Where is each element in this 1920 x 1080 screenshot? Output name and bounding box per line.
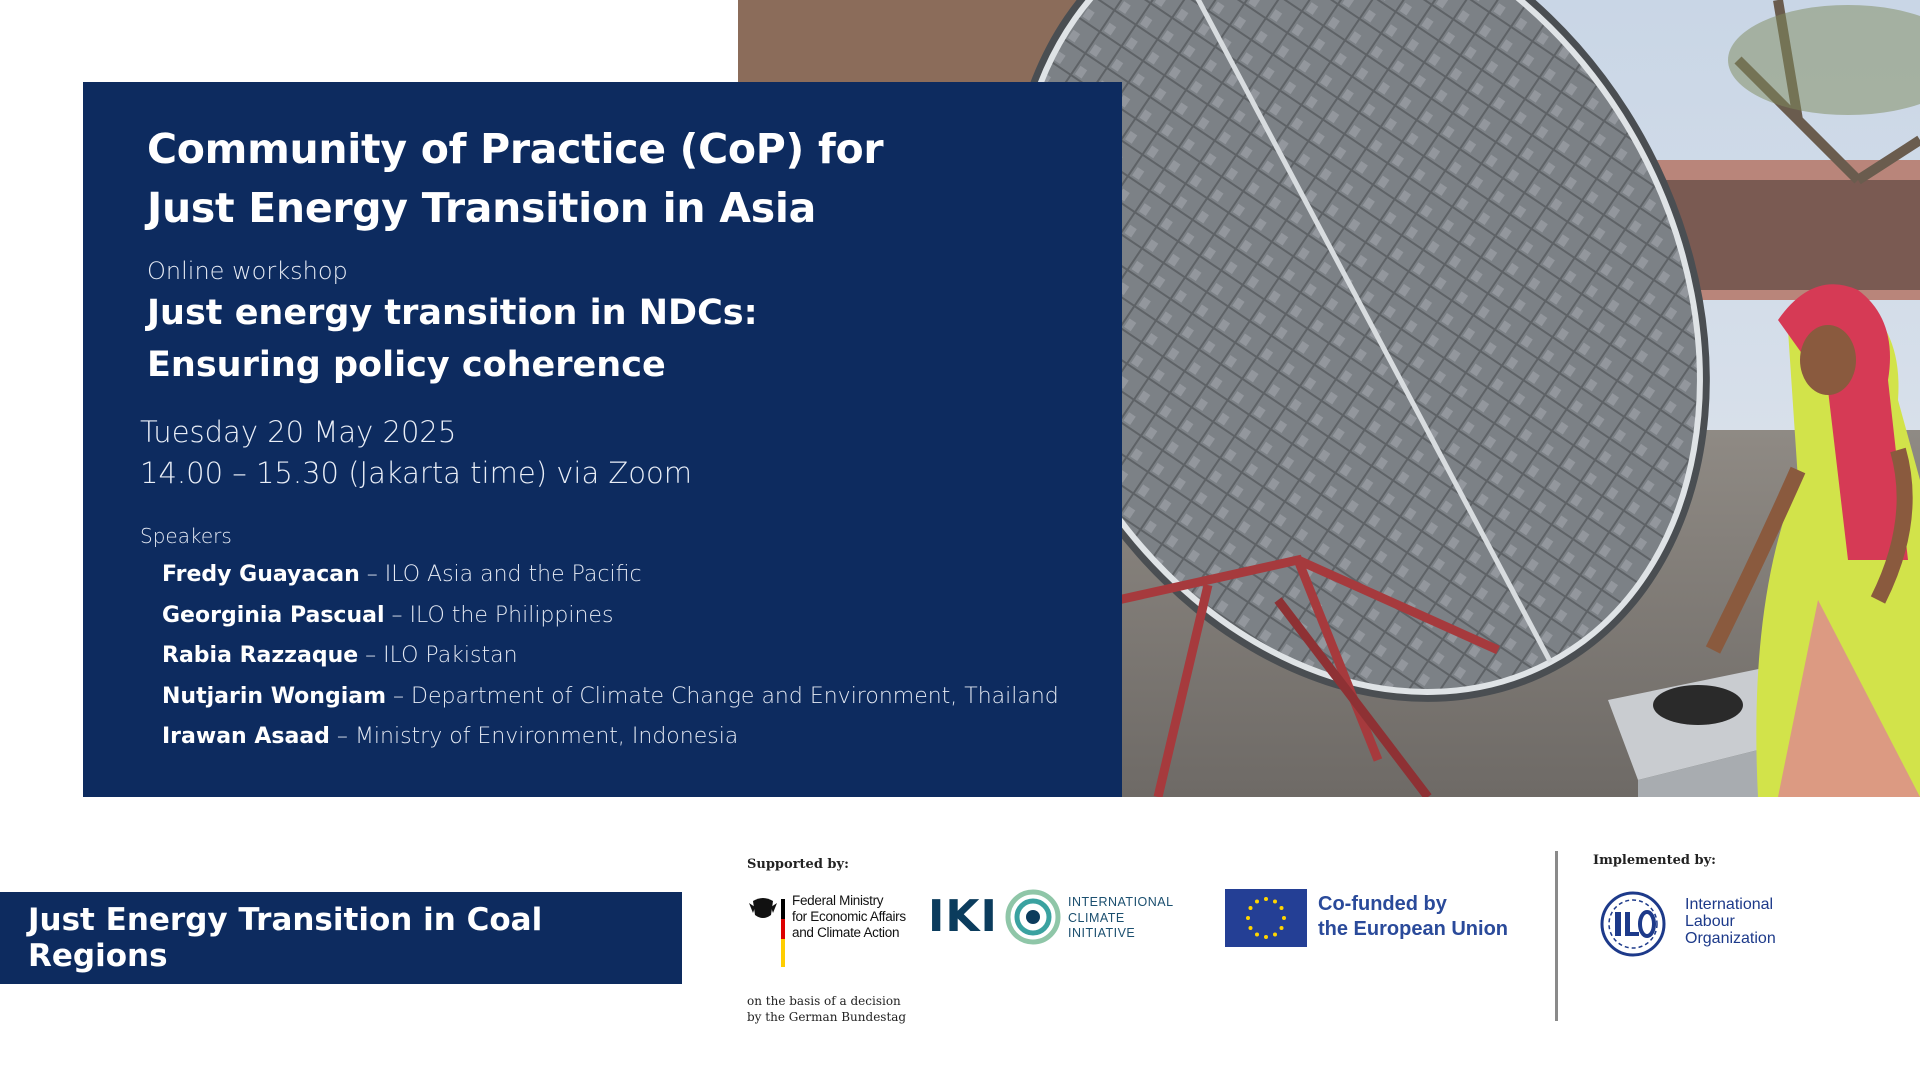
speaker-item: [162, 596, 1059, 637]
event-panel: [83, 82, 1122, 797]
supported-by-label: Supported by:: [747, 857, 849, 872]
speaker-item: [162, 677, 1059, 718]
speakers-label: Speakers: [140, 524, 232, 548]
speaker-separator: –: [359, 562, 385, 587]
speaker-separator: –: [329, 724, 355, 749]
speaker-org: Ministry of Environment, Indonesia: [354, 724, 739, 749]
workshop-title-line2: Ensuring policy coherence: [147, 345, 666, 385]
speaker-item: [162, 636, 1059, 677]
cop-title-line1: Community of Practice (CoP) for: [147, 125, 884, 173]
speaker-org: Department of Climate Change and Environment, Thailand: [411, 683, 1059, 709]
iki-line2: CLIMATE: [1068, 910, 1125, 925]
speaker-separator: –: [384, 602, 410, 628]
ilo-logo-icon: [1593, 890, 1673, 958]
speaker-org: ILO Pakistan: [383, 643, 518, 668]
program-banner: Just Energy Transition in Coal Regions: [0, 892, 682, 984]
iki-line1: INTERNATIONAL: [1068, 895, 1174, 909]
speaker-name: Nutjarin Wongiam: [162, 683, 387, 709]
event-date: Tuesday 20 May 2025: [140, 415, 457, 449]
german-eagle-icon: [747, 895, 787, 970]
ilo-name: [1685, 896, 1776, 947]
speakers-list: [162, 555, 1059, 758]
cop-title: [147, 120, 1047, 238]
workshop-kicker: Online workshop: [147, 257, 348, 285]
basis-line2: by the German Bundestag: [747, 1010, 907, 1024]
event-datetime: [140, 412, 692, 494]
speaker-separator: –: [386, 683, 412, 709]
iki-name: [1068, 895, 1174, 942]
iki-line3: INITIATIVE: [1068, 926, 1136, 940]
bmwk-line3: and Climate Action: [792, 925, 900, 940]
bmwk-line1: Federal Ministry: [792, 893, 884, 908]
speaker-org: ILO Asia and the Pacific: [384, 562, 642, 587]
sponsor-divider: [1555, 851, 1558, 1021]
iki-circle-icon: [1005, 889, 1061, 945]
iki-wordmark: IKI: [928, 891, 998, 942]
speaker-name: Fredy Guayacan: [162, 562, 360, 587]
speaker-name: Irawan Asaad: [162, 724, 330, 749]
eu-cofunded: [1318, 892, 1508, 942]
ilo-line2: Labour: [1685, 913, 1735, 930]
speaker-separator: –: [358, 643, 384, 668]
eu-line2: the European Union: [1318, 918, 1508, 940]
event-time: 14.00 – 15.30 (Jakarta time) via Zoom: [140, 456, 693, 490]
speaker-item: [162, 717, 1059, 758]
speaker-item: [162, 555, 1059, 596]
eu-line1: Co-funded by: [1318, 893, 1447, 915]
implemented-by-label: Implemented by:: [1593, 853, 1716, 868]
basis-line1: on the basis of a decision: [747, 994, 901, 1008]
cop-title-line2: Just Energy Transition in Asia: [147, 184, 816, 232]
bmwk-name: [792, 893, 906, 941]
workshop-title-line1: Just energy transition in NDCs:: [147, 293, 758, 333]
ilo-line3: Organization: [1685, 930, 1776, 947]
speaker-name: Georginia Pascual: [162, 602, 385, 628]
speaker-org: ILO the Philippines: [409, 602, 614, 628]
bundestag-note: [747, 993, 906, 1025]
ilo-line1: International: [1685, 896, 1774, 913]
bmwk-line2: for Economic Affairs: [792, 909, 906, 924]
workshop-title: [147, 287, 1047, 391]
eu-flag-icon: [1225, 889, 1307, 947]
speaker-name: Rabia Razzaque: [162, 643, 359, 668]
